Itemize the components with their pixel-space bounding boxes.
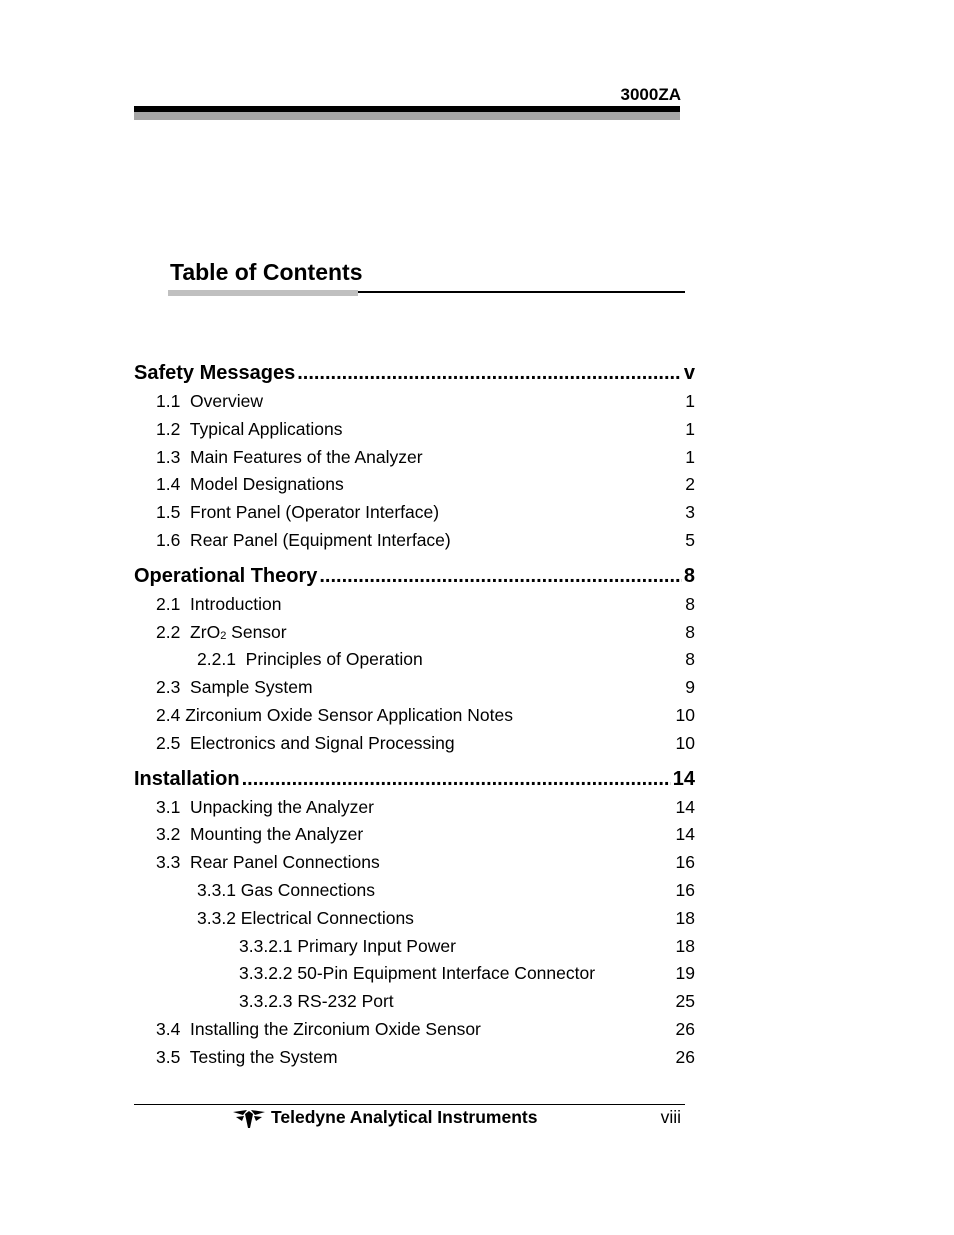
- toc-entry[interactable]: [134, 877, 695, 905]
- toc-entry-title: [156, 388, 263, 416]
- toc-entry-title: [156, 527, 451, 555]
- toc-entry-title: [239, 933, 456, 961]
- toc-entry-title: [156, 416, 342, 444]
- toc-entry-text: 1.2 Typical Applications: [156, 418, 343, 439]
- toc-entry-title: [239, 960, 595, 988]
- document-model-header: 3000ZA: [620, 85, 681, 104]
- footer-rule: [134, 1104, 685, 1105]
- toc-entry-title: [156, 821, 363, 849]
- toc-leader-dots: [297, 358, 682, 388]
- toc-entry[interactable]: [134, 730, 695, 758]
- toc-entry-page: 19: [675, 963, 695, 984]
- toc-entry-page: 26: [675, 1018, 695, 1039]
- toc-entry-page: 10: [675, 732, 695, 753]
- toc-entry[interactable]: [134, 619, 695, 647]
- toc-entry-text: 1.4 Model Designations: [156, 474, 344, 495]
- toc-entry-page: 8: [685, 593, 695, 614]
- title-underline-gray: [168, 290, 358, 296]
- toc-entry-text: 3.3.2.2 50-Pin Equipment Interface Connector: [239, 963, 596, 984]
- toc-entry-title: [156, 674, 313, 702]
- footer-page-number: viii: [660, 1107, 681, 1127]
- toc-section-page: v: [683, 362, 695, 384]
- toc-entry-page: 3: [685, 502, 695, 523]
- page-title: Table of Contents: [170, 259, 363, 285]
- toc-entry-text: 3.3.2 Electrical Connections: [197, 907, 414, 928]
- toc-entry-title: [156, 1044, 338, 1072]
- toc-entry-page: 1: [685, 418, 695, 439]
- toc-entry-text: 2.2 ZrO: [156, 621, 221, 642]
- toc-entry-text: 2.3 Sample System: [156, 677, 313, 698]
- toc-entry-page: 26: [675, 1046, 695, 1067]
- toc-entry[interactable]: [134, 933, 695, 961]
- footer-company-name: Teledyne Analytical Instruments: [271, 1107, 538, 1127]
- toc-entry[interactable]: [134, 674, 695, 702]
- toc-entry[interactable]: [134, 646, 695, 674]
- toc-entry-title: [197, 877, 375, 905]
- toc-entry-text: 1.6 Rear Panel (Equipment Interface): [156, 529, 451, 550]
- toc-entry-title: [197, 646, 423, 674]
- toc-entry-page: 25: [675, 991, 695, 1012]
- teledyne-logo-icon: [233, 1109, 265, 1129]
- toc-entry[interactable]: [134, 416, 695, 444]
- title-underline-black: [358, 291, 685, 293]
- toc-entry-title: [156, 1016, 481, 1044]
- toc-entry[interactable]: [134, 1044, 695, 1072]
- toc-entry-page: 2: [685, 474, 695, 495]
- toc-entry-page: 14: [675, 796, 695, 817]
- toc-entry[interactable]: [134, 849, 695, 877]
- toc-entry-text: 3.4 Installing the Zirconium Oxide Sensor: [156, 1018, 481, 1039]
- toc-section-row[interactable]: [134, 358, 695, 388]
- toc-entry-text: 2.5 Electronics and Signal Processing: [156, 732, 455, 753]
- toc-entry-title: [156, 499, 439, 527]
- toc-entry-page: 18: [675, 907, 695, 928]
- toc-section-title: Installation: [134, 767, 240, 790]
- toc-entry-text: 1.3 Main Features of the Analyzer: [156, 446, 423, 467]
- toc-entry-page: 16: [675, 852, 695, 873]
- toc-entry-title: [156, 471, 344, 499]
- toc-entry-page: 1: [685, 391, 695, 411]
- toc-entry[interactable]: [134, 794, 695, 822]
- toc-section-title: Safety Messages: [134, 362, 296, 384]
- toc-entry[interactable]: [134, 1016, 695, 1044]
- toc-entry-text: 1.5 Front Panel (Operator Interface): [156, 502, 440, 523]
- toc-section-title: Operational Theory: [134, 564, 318, 587]
- toc-entry-text: 3.3.2.3 RS-232 Port: [239, 991, 394, 1012]
- toc-entry-text-after: Sensor: [226, 621, 287, 642]
- toc-entry-text: 3.2 Mounting the Analyzer: [156, 824, 364, 845]
- table-of-contents: [134, 358, 695, 1072]
- toc-entry-title: [156, 794, 374, 822]
- toc-entry-text: 2.1 Introduction: [156, 593, 282, 614]
- toc-entry-title: [239, 988, 394, 1016]
- toc-entry-text: 3.1 Unpacking the Analyzer: [156, 796, 374, 817]
- toc-entry-text: 2.2.1 Principles of Operation: [197, 649, 423, 670]
- toc-leader-dots: [242, 764, 671, 794]
- toc-entry-title: [156, 730, 455, 758]
- toc-entry[interactable]: [134, 471, 695, 499]
- toc-entry-text: 3.5 Testing the System: [156, 1046, 338, 1067]
- toc-entry-subscript: 2: [220, 629, 227, 642]
- toc-entry-text: 3.3.2.1 Primary Input Power: [239, 935, 456, 956]
- toc-section-page: 8: [683, 564, 695, 587]
- toc-entry[interactable]: [134, 527, 695, 555]
- toc-entry-text: 3.3.1 Gas Connections: [197, 879, 376, 900]
- toc-entry[interactable]: [134, 499, 695, 527]
- toc-entry[interactable]: [134, 905, 695, 933]
- toc-entry-text: 2.4 Zirconium Oxide Sensor Application Notes: [156, 704, 513, 725]
- toc-entry-page: 1: [685, 446, 695, 467]
- toc-entry-page: 10: [675, 704, 695, 725]
- toc-entry[interactable]: [134, 988, 695, 1016]
- toc-entry[interactable]: [134, 821, 695, 849]
- toc-entry[interactable]: [134, 444, 695, 472]
- toc-section-row[interactable]: [134, 561, 695, 591]
- toc-entry[interactable]: [134, 702, 695, 730]
- toc-entry-title: [156, 702, 513, 730]
- toc-entry[interactable]: [134, 591, 695, 619]
- toc-entry-text: 3.3 Rear Panel Connections: [156, 852, 380, 873]
- toc-entry-page: 8: [685, 649, 695, 670]
- toc-entry-title: [156, 849, 380, 877]
- toc-leader-dots: [319, 561, 682, 591]
- toc-entry-page: 8: [685, 621, 695, 642]
- toc-entry-title: [156, 444, 423, 472]
- toc-section-row[interactable]: [134, 764, 695, 794]
- toc-entry-page: 5: [685, 529, 695, 550]
- toc-entry-text: 1.1 Overview: [156, 391, 263, 411]
- toc-entry-title: [197, 905, 414, 933]
- toc-entry[interactable]: [134, 388, 695, 416]
- toc-entry-title: [156, 591, 282, 619]
- toc-entry-page: 9: [685, 677, 695, 698]
- toc-entry-page: 14: [675, 824, 695, 845]
- toc-entry-page: 18: [675, 935, 695, 956]
- header-rule-gray: [134, 112, 680, 120]
- toc-section-page: 14: [672, 767, 695, 790]
- toc-entry-page: 16: [675, 879, 695, 900]
- toc-entry[interactable]: [134, 960, 695, 988]
